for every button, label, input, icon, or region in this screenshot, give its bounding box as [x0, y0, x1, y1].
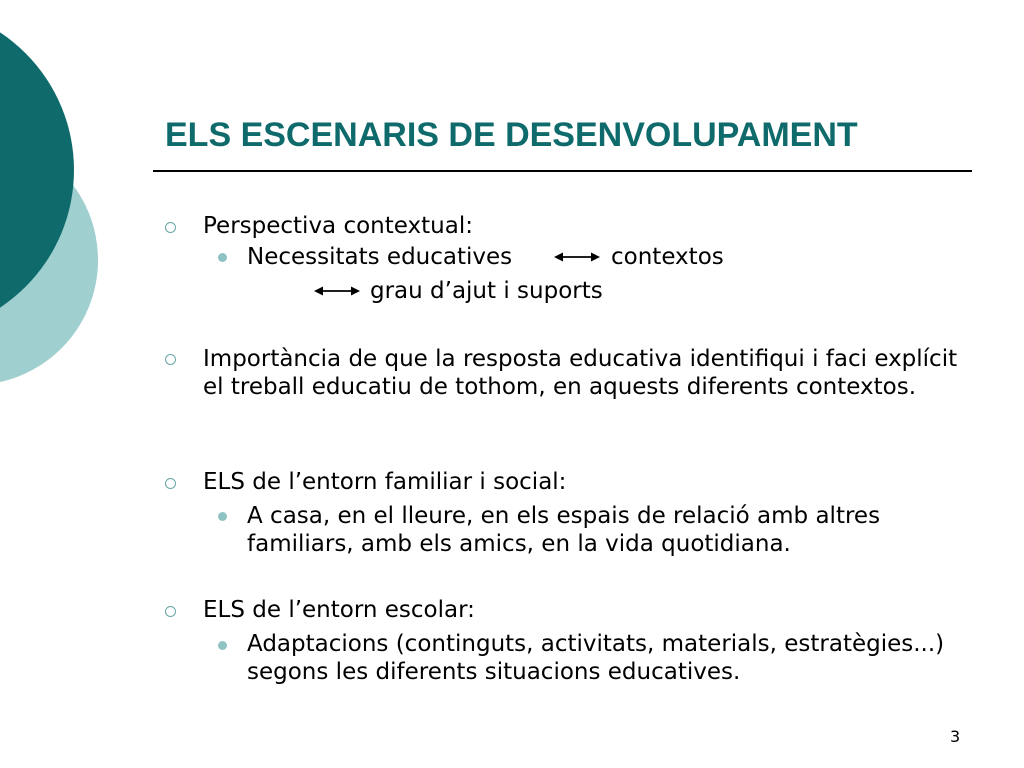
bullet-item-text: Importància de que la resposta educativa identifiqui i faci explícit el treball educatiu de tothom, en aquests diferents contextos. [203, 346, 958, 400]
sub-bullet-text: grau d’ajut i suports [370, 278, 603, 304]
sub-bullet-text: contextos [611, 244, 724, 270]
bullet-item-text: Perspectiva contextual: [203, 213, 473, 239]
slide-title: ELS ESCENARIS DE DESENVOLUPAMENT [165, 116, 858, 154]
bullet-dot-icon [218, 253, 227, 262]
double-arrow-icon [554, 250, 600, 264]
double-arrow-icon [314, 284, 360, 298]
bullet-dot-icon [218, 641, 227, 650]
bullet-ring-icon [165, 606, 176, 617]
sub-bullet-text: A casa, en el lleure, en els espais de relació amb altres familiars, amb els amics, en la vida quotidiana. [247, 503, 881, 557]
bullet-item-text: ELS de l’entorn escolar: [203, 597, 475, 623]
bullet-item-text: ELS de l’entorn familiar i social: [203, 469, 567, 495]
page-number: 3 [950, 727, 961, 746]
sub-bullet-text: Adaptacions (continguts, activitats, materials, estratègies...) segons les diferents situacions educatives. [247, 631, 945, 685]
bullet-ring-icon [165, 478, 176, 489]
bullet-ring-icon [165, 354, 176, 365]
bullet-dot-icon [218, 512, 227, 521]
sub-bullet-text: Necessitats educatives [247, 244, 513, 270]
bullet-ring-icon [165, 222, 176, 233]
title-divider [153, 170, 972, 172]
